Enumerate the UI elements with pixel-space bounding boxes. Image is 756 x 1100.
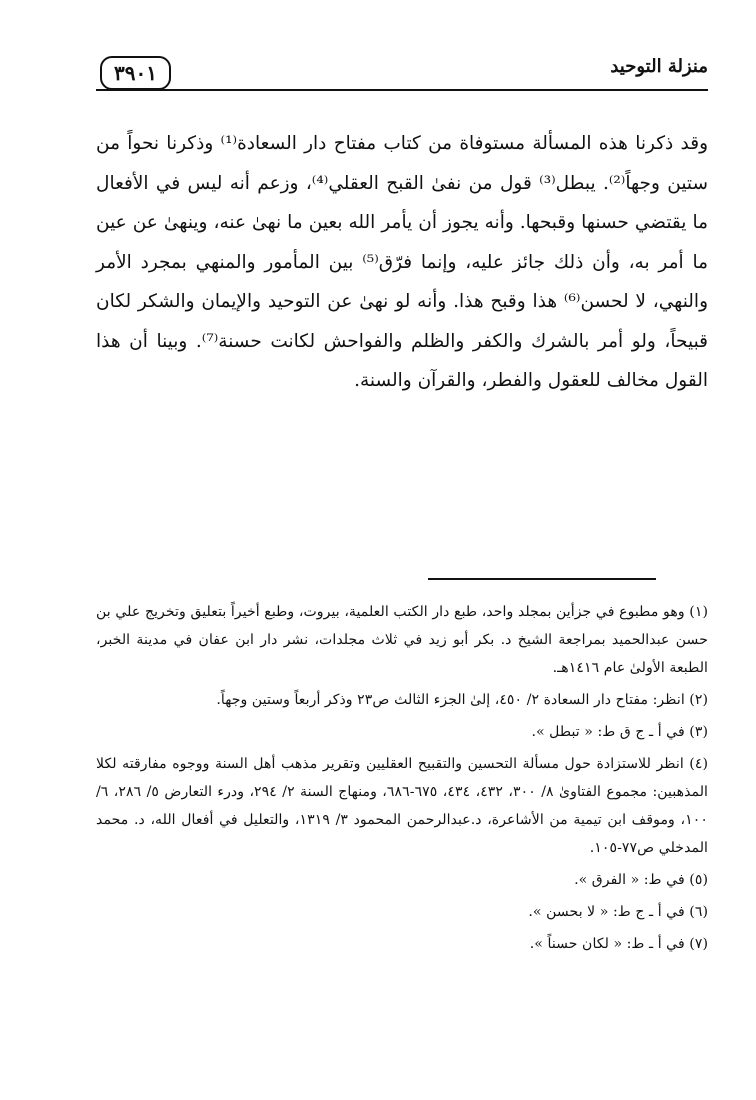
- main-paragraph: وقد ذكرنا هذه المسألة مستوفاة من كتاب مفتاح دار السعادة⁽¹⁾ وذكرنا نحواً من ستين وجهاً⁽²⁾. يبطل⁽³⁾ قول من نفىٰ القبح العقلي⁽⁴⁾، وزعم أنه ليس في الأفعال ما يقتضي حسنها وقبحها. وأنه يجوز أن يأمر الله بعين ما نهىٰ عنه، وينهىٰ عن عين ما أمر به، وأن ذلك جائز عليه، وإنما فرّق⁽⁵⁾ بين المأمور والمنهي بمجرد الأمر والنهي، لا لحسن⁽⁶⁾ هذا وقبح هذا. وأنه لو نهىٰ عن التوحيد والإيمان والشكر لكان قبيحاً، ولو أمر بالشرك والكفر والظلم والفواحش لكانت حسنة⁽⁷⁾. وبينا أن هذا القول مخالف للعقول والفطر، والقرآن والسنة.: [96, 133, 709, 391]
- footnote-2: (٢) انظر: مفتاح دار السعادة ٢/ ٤٥٠، إلىٰ الجزء الثالث ص٢٣ وذكر أربعاً وستين وجهاً.: [216, 692, 708, 708]
- footnote-4: (٤) انظر للاستزادة حول مسألة التحسين والتقبيح العقليين وتقرير مذهب أهل السنة ووجوه مفارقته لكلا المذهبين: مجموع الفتاوىٰ ٨/ ٣٠٠، ٤٣٢، ٤٣٤، ٦٧٥-٦٨٦، ومنهاج السنة ٢/ ٢٩٤، ودرء التعارض ٥/ ٢٨٦، ٦/ ١٠٠، وموقف ابن تيمية من الأشاعرة، د.عبدالرحمن المحمود ٣/ ١٣١٩، والتعليل في أفعال الله، د. محمد المدخلي ص٧٧-١٠٥.: [96, 756, 708, 856]
- running-title: منزلة التوحيد: [610, 56, 708, 77]
- page-header: [96, 52, 708, 92]
- footnote-5: (٥) في ط: « الفرق ».: [574, 872, 708, 888]
- footnote-1: (١) وهو مطبوع في جزأين بمجلد واحد، طبع دار الكتب العلمية، بيروت، وطبع أخيراً بتعليق وتخريج علي بن حسن عبدالحميد بمراجعة الشيخ د. بكر أبو زيد في ثلاث مجلدات، نشر دار ابن عفان في مدينة الخبر، الطبعة الأولىٰ عام ١٤١٦هـ.: [96, 604, 708, 676]
- footnote-7: (٧) في أ ـ ط: « لكان حسناً ».: [529, 936, 708, 952]
- footnote-6: (٦) في أ ـ ج ط: « لا بحسن ».: [528, 904, 708, 920]
- header-rule: [96, 89, 708, 91]
- footnote-separator: [428, 578, 656, 580]
- footnotes-list: [96, 598, 708, 962]
- footnote-3: (٣) في أ ـ ج ق ط: « تبطل ».: [531, 724, 708, 740]
- page-number: ٣٩٠١: [100, 56, 171, 90]
